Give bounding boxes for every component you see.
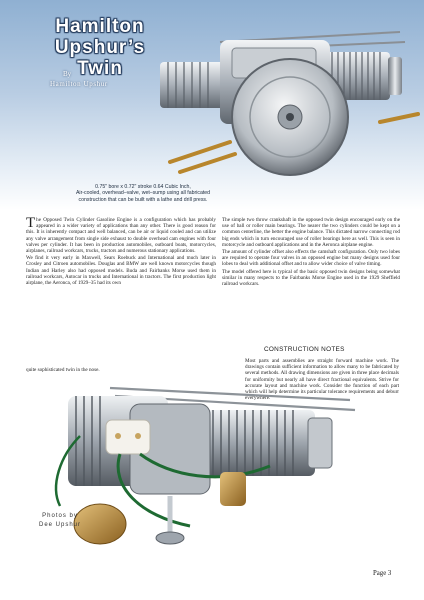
photo-credit-line-1: Photos by [42,513,78,519]
caption-line-1: 0.75" bore x 0.72" stroke 0.64 Cubic Inch, [95,184,191,190]
drop-cap: T [26,215,36,231]
page-number: Page 3 [373,570,392,577]
caption-line-3: construction that can be built with a lathe and drill press. [78,196,208,203]
paragraph-history-tail: quite sophisticated twin in the nose. [26,367,100,373]
title-line-2: Twin [77,58,123,79]
title-line-1: Hamilton Upshur’s [54,16,146,58]
section-heading-construction-notes: CONSTRUCTION NOTES [264,346,345,353]
caption-line-2: Air-cooled, overhead–valve, wet–sump using all fabricated [75,190,211,197]
paragraph-camshaft: The amount of cylinder offset also effects the camshaft configuration. Only two lobes are required to operate four valves in an opposed engine but many designs used four lobes to deal with additional offset and to allow wider choice of valve timing. [222,249,400,268]
paragraph-intro-text: he Opposed Twin Cylinder Gasoline Engine is a configuration which has probably appeared in a wider variety of applications than any other. There is good reason for this. It is inherently compact and well balanced, can be air or liquid cooled and can utilize any valve arrangement from single side exhaust to double overhead cam engines with four valves per cylinder. It has been in production automobiles, outboard boats, motorcycles, airplanes, railroad workcars, trucks, tractors and numerous stationary applications. [26,217,216,255]
paragraph-model: The model offered here is typical of the basic opposed twin designs being somewhat similar in many respects to the Fairbanks Morse Engine used in the 1929 Sheffield railroad workcars. [222,268,400,288]
photo-credit-line-2: Dee Upshur [38,522,81,528]
photo-credit [30,512,90,530]
article-column-1 [26,217,216,287]
article-column-2 [222,217,400,288]
engine-photo-top [150,22,424,182]
construction-notes-text: Most parts and assemblies are straight forward machine work. The drawings contain sufficient information to allow many to be fabricated by several methods. All drawing dimensions are given in three place decimals for uniformity but nearly all have direct fractional equivalents. Strive for accurate layout and machine work. Consider the function of each part which will help determine its particular tolerance requirements and deburr everywhere. [245,358,399,402]
photo-caption [58,184,228,203]
article-column-1-tail [26,367,116,374]
paragraph-crankshaft: The simple two throw crankshaft in the opposed twin design encouraged early on the use of ball or roller main bearings. The nearer the two cylinders could be kept on a common centerline, the better the engine balance. This dictated narrow connecting rod big ends which in turn encouraged use of roller bearings here as well. This is seen in motorcycle and outboard applications and in the Aeronca airplane engine. [222,217,400,248]
paragraph-history: We find it very early in Maxwell, Sears Roebuck and International and much later in Crosley and Citroen automobiles. Douglas and BMW are well known motorcycles though Indian and Harley also had opposed models. Buda and Fairbanks Morse used them in railroad workcars, Autocar in trucks and International in tractors. The first production light airplane, the Aeronca, of 1929–35 had its own [26,255,216,287]
byline-by: By [63,70,72,78]
byline-author: Hamilton Upshur [50,80,108,88]
paragraph-intro [26,217,216,254]
